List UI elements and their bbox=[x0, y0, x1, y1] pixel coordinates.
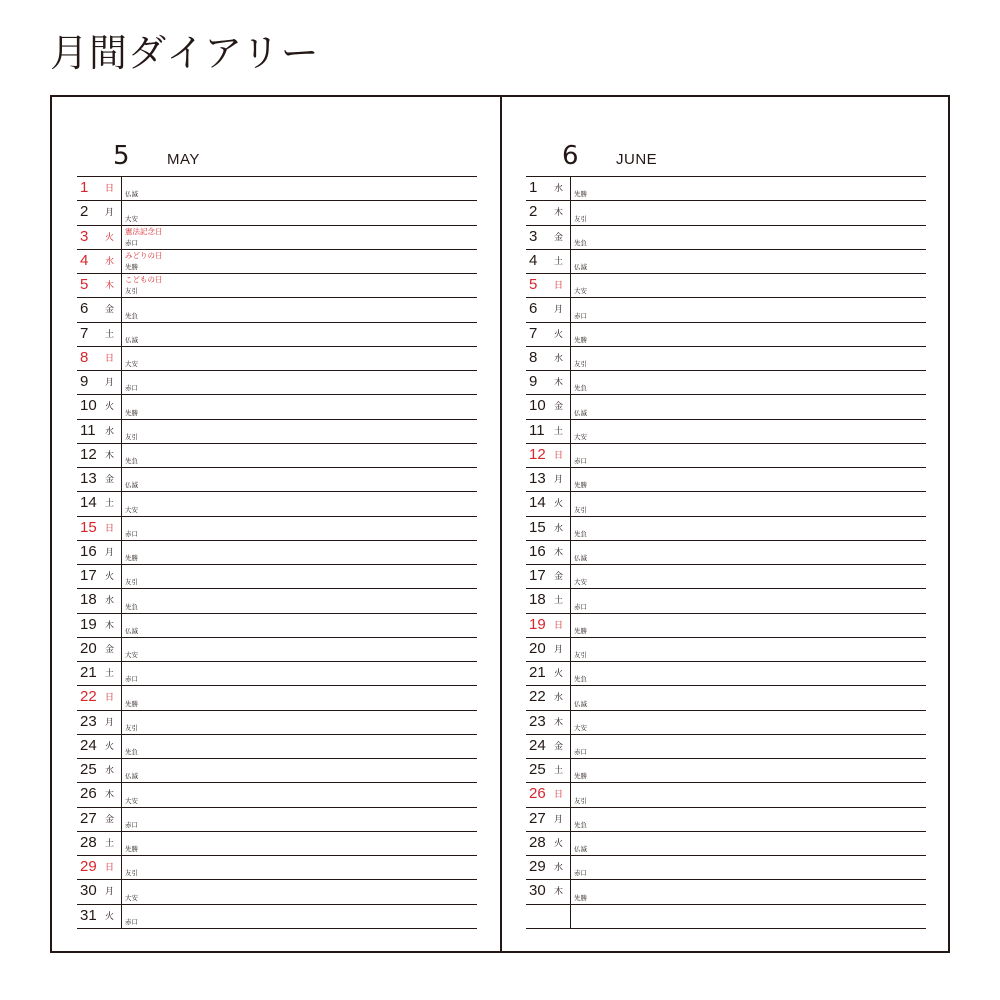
rokuyo-label: 赤口 bbox=[125, 384, 138, 393]
rokuyo-label: 先勝 bbox=[125, 845, 138, 853]
weekday-label: 土 bbox=[554, 256, 564, 267]
weekday-label: 木 bbox=[554, 717, 564, 728]
day-row[interactable] bbox=[526, 783, 926, 807]
day-row[interactable] bbox=[77, 808, 477, 832]
day-row[interactable] bbox=[526, 201, 926, 225]
rokuyo-label: 大安 bbox=[574, 287, 587, 296]
day-row[interactable] bbox=[77, 250, 477, 274]
day-number: 17 bbox=[80, 567, 97, 584]
day-row[interactable] bbox=[77, 177, 477, 201]
day-number: 27 bbox=[80, 809, 97, 827]
left-page-may bbox=[77, 97, 477, 951]
weekday-label: 木 bbox=[554, 208, 564, 219]
day-number: 25 bbox=[80, 761, 97, 778]
rokuyo-label: 赤口 bbox=[125, 820, 138, 829]
rokuyo-label: 友引 bbox=[125, 723, 138, 732]
rokuyo-label: 仏滅 bbox=[125, 190, 138, 199]
weekday-label: 水 bbox=[554, 693, 564, 704]
weekday-label: 金 bbox=[554, 232, 564, 243]
rokuyo-label: 仏滅 bbox=[125, 481, 138, 490]
weekday-label: 水 bbox=[554, 353, 564, 364]
weekday-label: 土 bbox=[105, 499, 115, 510]
weekday-label: 木 bbox=[554, 378, 564, 388]
day-row[interactable] bbox=[526, 323, 926, 347]
rokuyo-label: 友引 bbox=[125, 578, 138, 587]
day-row[interactable] bbox=[77, 371, 477, 395]
rokuyo-label: 先勝 bbox=[574, 335, 587, 344]
day-number: 18 bbox=[529, 591, 546, 609]
day-row[interactable] bbox=[77, 662, 477, 686]
day-row[interactable] bbox=[77, 226, 477, 250]
day-number: 17 bbox=[529, 567, 546, 584]
rokuyo-label: 大安 bbox=[574, 432, 587, 441]
day-number: 26 bbox=[529, 785, 546, 803]
day-row[interactable] bbox=[526, 856, 926, 880]
day-row[interactable] bbox=[526, 395, 926, 419]
rokuyo-label: 先勝 bbox=[125, 408, 138, 417]
day-row[interactable] bbox=[526, 492, 926, 516]
weekday-label: 土 bbox=[105, 669, 115, 679]
weekday-label: 木 bbox=[554, 887, 564, 898]
diary-spread bbox=[50, 95, 950, 953]
day-number: 12 bbox=[529, 445, 546, 463]
day-number: 8 bbox=[80, 348, 89, 366]
day-row[interactable] bbox=[77, 638, 477, 662]
rokuyo-label: 仏滅 bbox=[574, 845, 587, 853]
day-grid bbox=[77, 176, 477, 929]
weekday-label: 木 bbox=[105, 620, 115, 631]
day-number: 9 bbox=[80, 373, 89, 390]
day-number: 16 bbox=[529, 542, 546, 560]
day-number: 28 bbox=[80, 833, 97, 851]
day-number: 5 bbox=[80, 276, 89, 293]
day-number: 10 bbox=[529, 397, 546, 415]
day-number: 11 bbox=[80, 421, 96, 439]
weekday-label: 日 bbox=[105, 184, 115, 194]
day-number: 22 bbox=[80, 688, 97, 706]
weekday-label: 金 bbox=[105, 644, 115, 655]
day-row[interactable] bbox=[526, 589, 926, 613]
weekday-label: 木 bbox=[554, 547, 564, 558]
rokuyo-label: 大安 bbox=[125, 893, 138, 902]
day-row[interactable] bbox=[77, 201, 477, 225]
rokuyo-label: 仏滅 bbox=[574, 408, 587, 417]
weekday-label: 日 bbox=[105, 523, 115, 534]
weekday-label: 日 bbox=[554, 620, 564, 631]
rokuyo-label: 赤口 bbox=[574, 748, 587, 756]
weekday-label: 木 bbox=[105, 450, 115, 461]
month-number: 6 bbox=[562, 141, 579, 171]
weekday-label: 火 bbox=[105, 402, 115, 413]
day-row[interactable] bbox=[77, 880, 477, 904]
day-number: 2 bbox=[80, 203, 89, 221]
day-row[interactable] bbox=[526, 347, 926, 371]
day-number: 3 bbox=[529, 227, 538, 245]
rokuyo-label: 先負 bbox=[574, 384, 587, 393]
day-number: 16 bbox=[80, 542, 97, 560]
weekday-label: 月 bbox=[105, 378, 115, 388]
weekday-label: 日 bbox=[105, 863, 115, 873]
day-row[interactable] bbox=[77, 686, 477, 710]
weekday-label: 木 bbox=[105, 790, 115, 801]
day-number: 20 bbox=[80, 639, 97, 657]
day-row[interactable] bbox=[526, 735, 926, 759]
day-number: 8 bbox=[529, 348, 538, 366]
rokuyo-label: 仏滅 bbox=[574, 554, 587, 562]
rokuyo-label: 赤口 bbox=[574, 869, 587, 878]
rokuyo-label: 大安 bbox=[125, 505, 138, 514]
day-number: 13 bbox=[80, 470, 97, 487]
day-row[interactable] bbox=[77, 274, 477, 298]
day-number: 2 bbox=[529, 203, 538, 221]
day-number: 15 bbox=[529, 518, 546, 536]
weekday-label: 火 bbox=[554, 669, 564, 679]
rokuyo-label: 赤口 bbox=[574, 602, 587, 611]
month-name: JUNE bbox=[616, 151, 658, 168]
rokuyo-label: 仏滅 bbox=[125, 772, 138, 781]
day-number: 30 bbox=[529, 882, 546, 900]
day-number: 20 bbox=[529, 639, 546, 657]
day-number: 6 bbox=[529, 300, 538, 318]
weekday-label: 火 bbox=[554, 499, 564, 510]
day-number: 29 bbox=[80, 858, 97, 875]
day-number: 30 bbox=[80, 882, 97, 900]
day-row[interactable] bbox=[526, 808, 926, 832]
rokuyo-label: 友引 bbox=[574, 651, 587, 659]
weekday-label: 水 bbox=[105, 256, 115, 267]
rokuyo-label: 仏滅 bbox=[125, 626, 138, 635]
day-row[interactable] bbox=[77, 614, 477, 638]
day-number: 12 bbox=[80, 445, 97, 463]
rokuyo-label: 先勝 bbox=[574, 190, 587, 199]
day-row[interactable] bbox=[77, 905, 477, 929]
day-row[interactable] bbox=[526, 880, 926, 904]
weekday-label: 金 bbox=[554, 741, 564, 752]
day-row[interactable] bbox=[77, 347, 477, 371]
rokuyo-label: 赤口 bbox=[125, 238, 138, 247]
day-row[interactable] bbox=[77, 298, 477, 322]
day-row[interactable] bbox=[526, 711, 926, 735]
book-spine bbox=[500, 97, 502, 951]
weekday-label: 土 bbox=[105, 329, 115, 340]
weekday-label: 日 bbox=[554, 450, 564, 461]
day-row[interactable] bbox=[77, 735, 477, 759]
day-number: 24 bbox=[529, 736, 546, 754]
day-row[interactable] bbox=[77, 468, 477, 492]
day-grid bbox=[526, 176, 926, 929]
day-number: 29 bbox=[529, 858, 546, 875]
day-number: 13 bbox=[529, 470, 546, 487]
day-row[interactable] bbox=[77, 589, 477, 613]
day-row[interactable] bbox=[526, 250, 926, 274]
day-number: 31 bbox=[80, 906, 97, 924]
month-name: MAY bbox=[167, 151, 200, 168]
day-number: 10 bbox=[80, 397, 97, 415]
holiday-name: 憲法記念日 bbox=[125, 226, 163, 236]
rokuyo-label: 先負 bbox=[574, 529, 587, 538]
day-number: 9 bbox=[529, 373, 538, 390]
day-number: 1 bbox=[80, 179, 89, 196]
weekday-label: 金 bbox=[554, 402, 564, 413]
day-number: 18 bbox=[80, 591, 97, 609]
weekday-label: 木 bbox=[105, 281, 115, 291]
rokuyo-label: 先勝 bbox=[125, 554, 138, 562]
day-number: 5 bbox=[529, 276, 538, 293]
day-number: 23 bbox=[529, 712, 546, 730]
day-row[interactable] bbox=[77, 444, 477, 468]
weekday-label: 火 bbox=[554, 329, 564, 340]
day-number: 4 bbox=[529, 251, 538, 269]
weekday-label: 月 bbox=[554, 475, 564, 485]
day-number: 21 bbox=[529, 664, 546, 681]
day-number: 11 bbox=[529, 421, 545, 439]
day-number: 3 bbox=[80, 227, 89, 245]
day-number: 6 bbox=[80, 300, 89, 318]
day-row[interactable] bbox=[526, 759, 926, 783]
rokuyo-label: 大安 bbox=[125, 214, 138, 223]
weekday-label: 日 bbox=[554, 281, 564, 291]
day-row[interactable] bbox=[77, 711, 477, 735]
weekday-label: 火 bbox=[105, 741, 115, 752]
rokuyo-label: 大安 bbox=[574, 723, 587, 732]
rokuyo-label: 先勝 bbox=[574, 772, 587, 781]
day-row[interactable] bbox=[526, 468, 926, 492]
weekday-label: 土 bbox=[554, 596, 564, 607]
day-number: 7 bbox=[529, 324, 538, 342]
day-row[interactable] bbox=[77, 323, 477, 347]
rokuyo-label: 友引 bbox=[125, 432, 138, 441]
day-number: 24 bbox=[80, 736, 97, 754]
weekday-label: 金 bbox=[105, 305, 115, 316]
rokuyo-label: 先負 bbox=[125, 602, 138, 611]
day-number: 22 bbox=[529, 688, 546, 706]
day-number: 15 bbox=[80, 518, 97, 536]
day-row[interactable] bbox=[77, 759, 477, 783]
weekday-label: 金 bbox=[105, 814, 115, 825]
day-row[interactable] bbox=[77, 517, 477, 541]
rokuyo-label: 先負 bbox=[125, 748, 138, 756]
rokuyo-label: 赤口 bbox=[125, 529, 138, 538]
day-number: 7 bbox=[80, 324, 89, 342]
day-number: 23 bbox=[80, 712, 97, 730]
day-number: 19 bbox=[80, 615, 97, 633]
rokuyo-label: 先勝 bbox=[574, 893, 587, 902]
rokuyo-label: 友引 bbox=[574, 360, 587, 368]
weekday-label: 金 bbox=[105, 475, 115, 485]
weekday-label: 水 bbox=[554, 523, 564, 534]
day-row[interactable] bbox=[526, 517, 926, 541]
rokuyo-label: 赤口 bbox=[125, 675, 138, 684]
month-header bbox=[77, 137, 477, 173]
rokuyo-label: 友引 bbox=[574, 214, 587, 223]
page-title: 月間ダイアリー bbox=[50, 31, 320, 75]
rokuyo-label: 先勝 bbox=[125, 263, 138, 271]
day-row[interactable] bbox=[526, 614, 926, 638]
day-row[interactable] bbox=[77, 832, 477, 856]
rokuyo-label: 大安 bbox=[574, 578, 587, 587]
day-row[interactable] bbox=[526, 832, 926, 856]
weekday-label: 月 bbox=[554, 814, 564, 825]
day-row[interactable] bbox=[526, 541, 926, 565]
day-row[interactable] bbox=[526, 565, 926, 589]
day-row[interactable] bbox=[77, 395, 477, 419]
rokuyo-label: 先勝 bbox=[574, 626, 587, 635]
rokuyo-label: 先負 bbox=[125, 457, 138, 465]
weekday-label: 土 bbox=[554, 426, 564, 437]
day-row[interactable] bbox=[526, 226, 926, 250]
rokuyo-label: 先負 bbox=[574, 675, 587, 684]
day-number: 27 bbox=[529, 809, 546, 827]
rokuyo-label: 友引 bbox=[125, 287, 138, 296]
day-number: 14 bbox=[80, 494, 97, 512]
weekday-label: 火 bbox=[105, 232, 115, 243]
rokuyo-label: 赤口 bbox=[574, 457, 587, 465]
day-row[interactable] bbox=[77, 420, 477, 444]
day-row[interactable] bbox=[526, 274, 926, 298]
weekday-label: 火 bbox=[105, 572, 115, 582]
weekday-label: 日 bbox=[105, 693, 115, 704]
day-number: 26 bbox=[80, 785, 97, 803]
weekday-label: 日 bbox=[105, 353, 115, 364]
day-number: 21 bbox=[80, 664, 97, 681]
weekday-label: 水 bbox=[105, 596, 115, 607]
weekday-label: 土 bbox=[105, 838, 115, 849]
weekday-label: 月 bbox=[105, 208, 115, 219]
rokuyo-label: 大安 bbox=[125, 360, 138, 368]
right-page-june bbox=[526, 97, 926, 951]
day-row[interactable] bbox=[77, 783, 477, 807]
day-row[interactable] bbox=[526, 177, 926, 201]
rokuyo-label: 仏滅 bbox=[125, 335, 138, 344]
day-number: 14 bbox=[529, 494, 546, 512]
rokuyo-label: 先負 bbox=[574, 238, 587, 247]
rokuyo-label: 先負 bbox=[125, 311, 138, 320]
day-row[interactable] bbox=[526, 638, 926, 662]
holiday-name: こどもの日 bbox=[125, 275, 163, 284]
rokuyo-label: 友引 bbox=[574, 796, 587, 805]
rokuyo-label: 先勝 bbox=[574, 481, 587, 490]
weekday-label: 水 bbox=[105, 426, 115, 437]
day-row[interactable] bbox=[526, 298, 926, 322]
weekday-label: 水 bbox=[105, 766, 115, 776]
weekday-label: 土 bbox=[554, 766, 564, 776]
day-row[interactable] bbox=[77, 492, 477, 516]
weekday-label: 火 bbox=[554, 838, 564, 849]
weekday-label: 水 bbox=[554, 863, 564, 873]
day-number: 28 bbox=[529, 833, 546, 851]
day-row[interactable] bbox=[526, 905, 926, 929]
day-number: 4 bbox=[80, 251, 89, 269]
rokuyo-label: 赤口 bbox=[125, 917, 138, 926]
rokuyo-label: 赤口 bbox=[574, 311, 587, 320]
rokuyo-label: 友引 bbox=[125, 869, 138, 878]
rokuyo-label: 仏滅 bbox=[574, 699, 587, 708]
day-row[interactable] bbox=[526, 420, 926, 444]
weekday-label: 月 bbox=[105, 547, 115, 558]
rokuyo-label: 仏滅 bbox=[574, 263, 587, 271]
weekday-label: 火 bbox=[105, 911, 115, 922]
holiday-name: みどりの日 bbox=[125, 250, 163, 260]
rokuyo-label: 先勝 bbox=[125, 699, 138, 708]
day-number: 1 bbox=[529, 179, 538, 196]
rokuyo-label: 大安 bbox=[125, 796, 138, 805]
month-number: 5 bbox=[113, 141, 130, 171]
rokuyo-label: 先負 bbox=[574, 820, 587, 829]
weekday-label: 水 bbox=[554, 184, 564, 194]
day-number: 25 bbox=[529, 761, 546, 778]
month-header bbox=[526, 137, 926, 173]
weekday-label: 月 bbox=[105, 717, 115, 728]
day-row[interactable] bbox=[526, 371, 926, 395]
day-number: 19 bbox=[529, 615, 546, 633]
weekday-label: 月 bbox=[105, 887, 115, 898]
day-row[interactable] bbox=[526, 444, 926, 468]
rokuyo-label: 大安 bbox=[125, 651, 138, 659]
weekday-label: 日 bbox=[554, 790, 564, 801]
weekday-label: 月 bbox=[554, 644, 564, 655]
rokuyo-label: 友引 bbox=[574, 505, 587, 514]
day-row[interactable] bbox=[77, 856, 477, 880]
day-row[interactable] bbox=[77, 541, 477, 565]
day-row[interactable] bbox=[526, 662, 926, 686]
weekday-label: 月 bbox=[554, 305, 564, 316]
weekday-label: 金 bbox=[554, 572, 564, 582]
day-row[interactable] bbox=[526, 686, 926, 710]
day-row[interactable] bbox=[77, 565, 477, 589]
